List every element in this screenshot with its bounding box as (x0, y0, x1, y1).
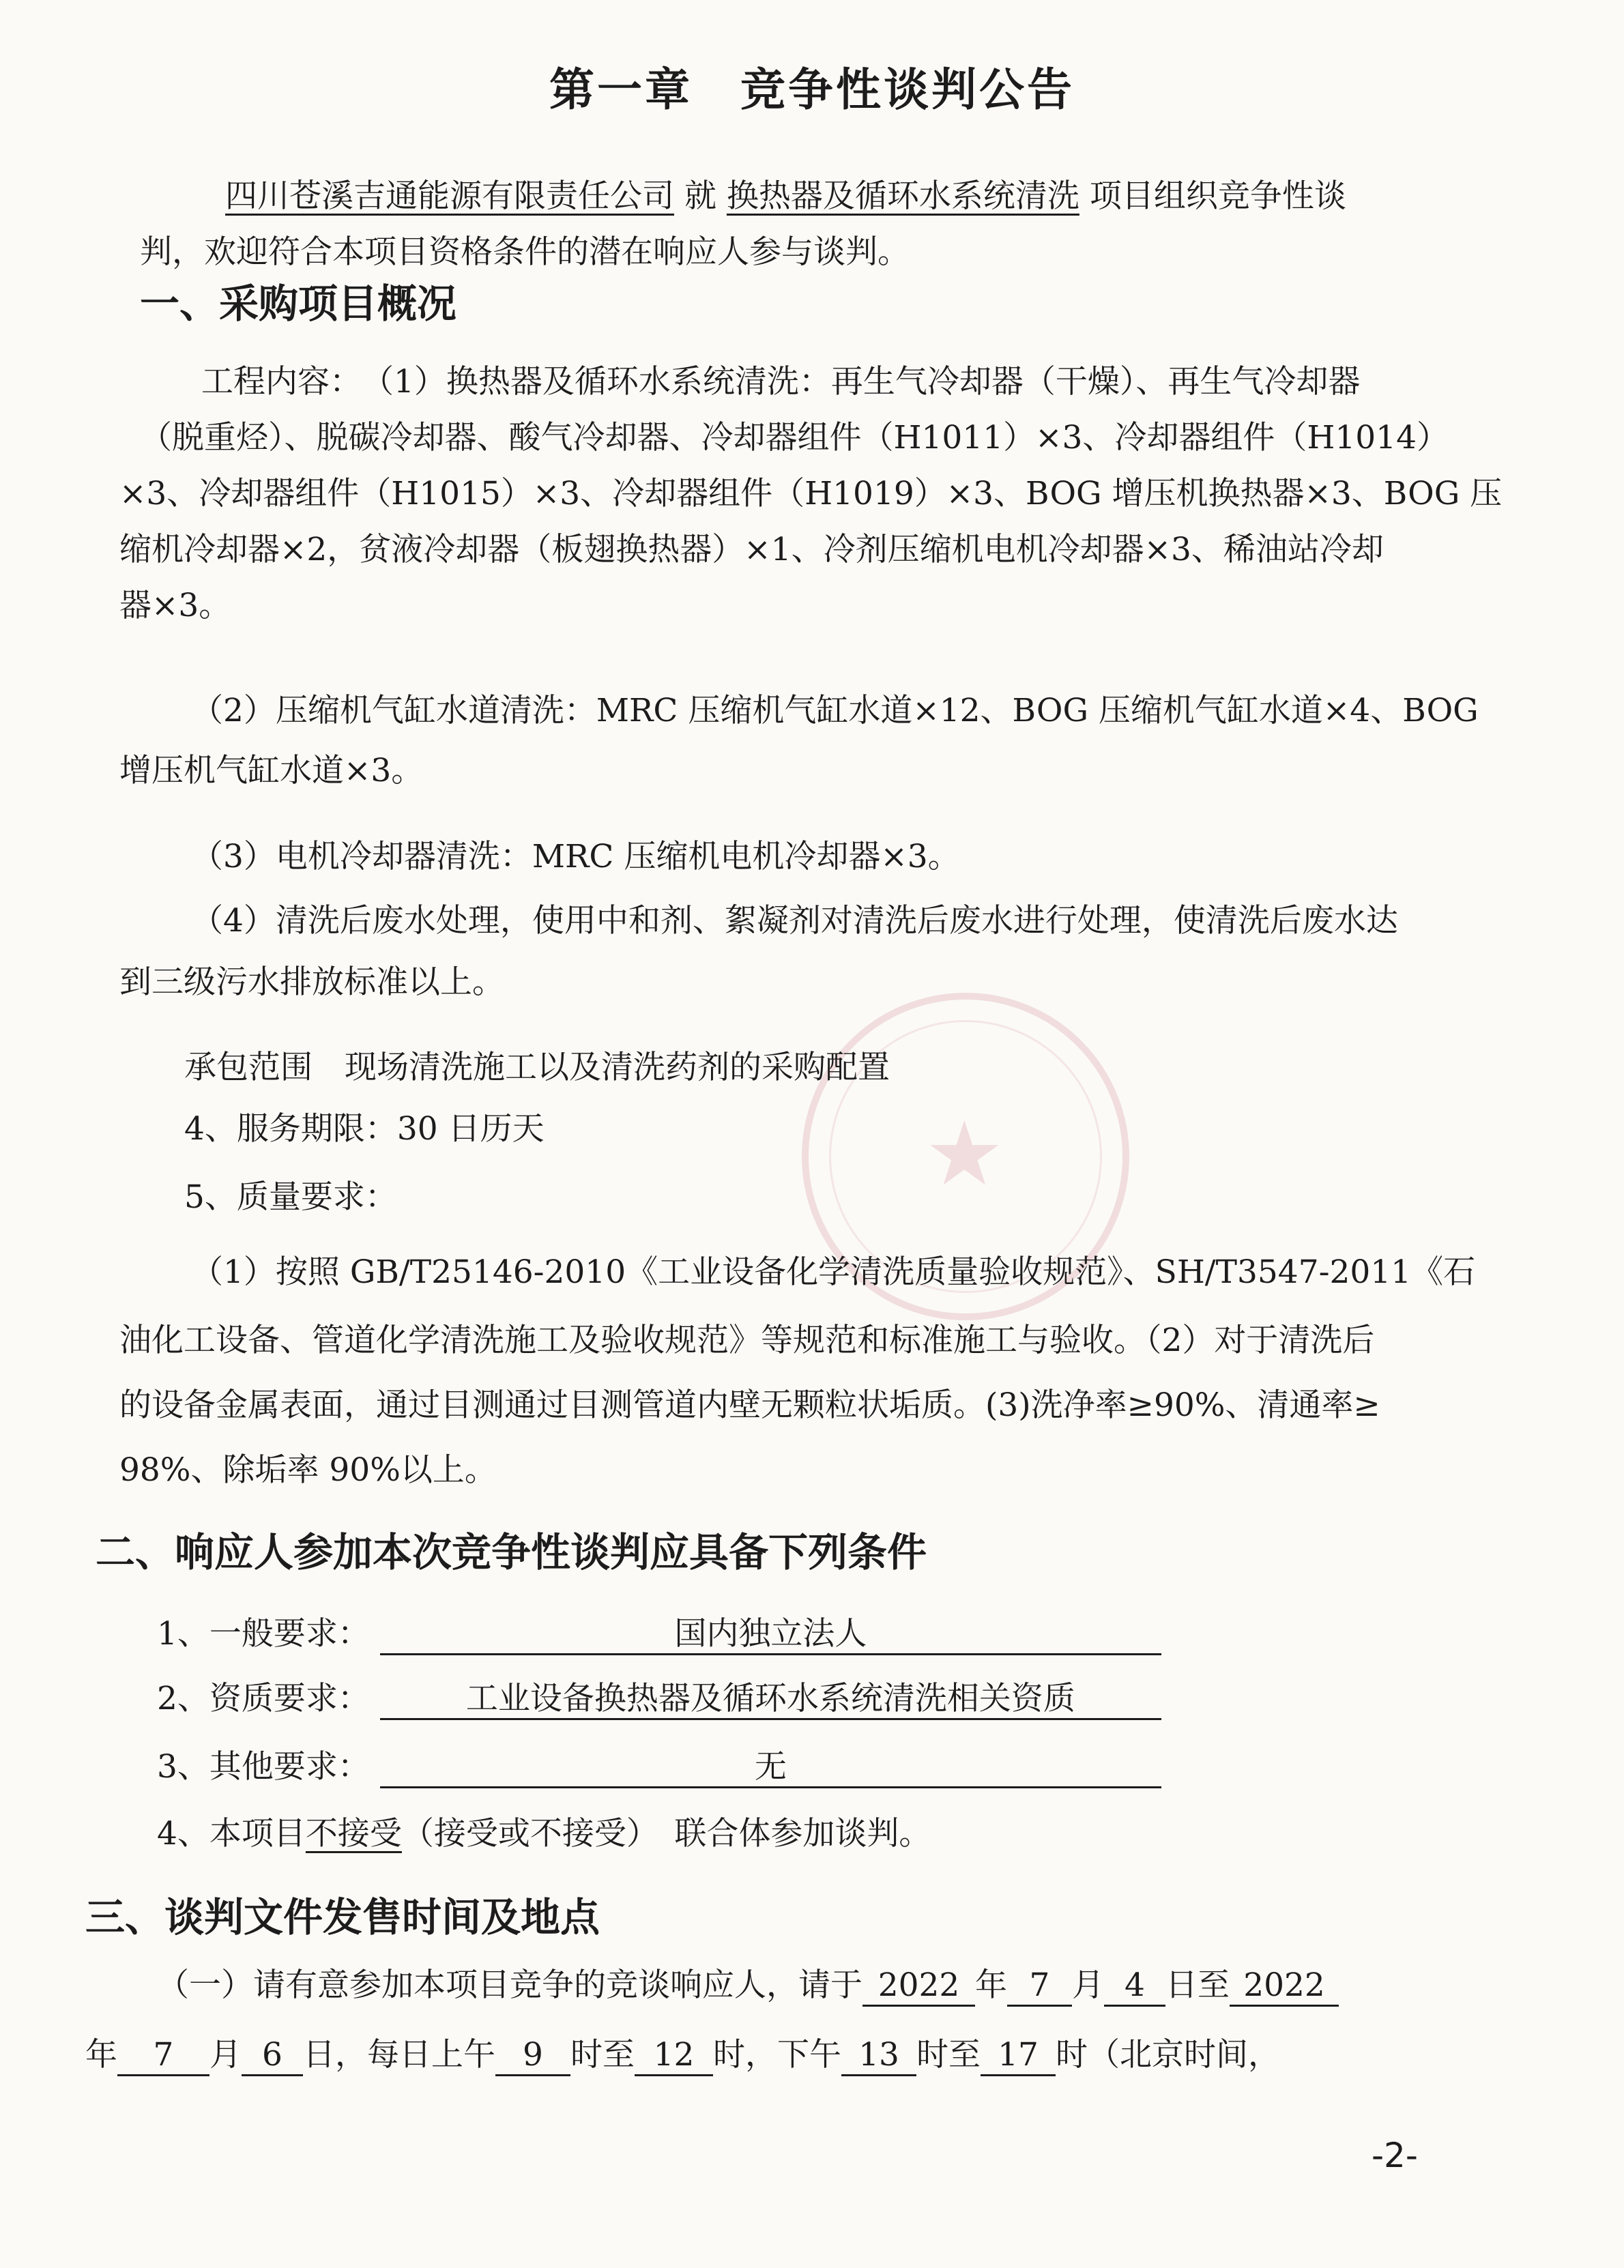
day-to: 日至 (1165, 1966, 1230, 2004)
year-char-2: 年 (85, 2036, 117, 2074)
req-2-label: 2、资质要求： (157, 1680, 370, 1717)
seal-star-icon: ★ (925, 1102, 1004, 1206)
req-4 (157, 1814, 931, 1855)
req-1-value: 国内独立法人 (380, 1615, 1161, 1655)
am-end: 12 (635, 2036, 713, 2076)
item4-line-2: 到三级污水排放标准以上。 (119, 963, 504, 1001)
pm-start: 13 (841, 2036, 916, 2076)
item2-line-2: 增压机气缸水道×3。 (119, 752, 424, 789)
daily-am: 日，每日上午 (303, 2036, 495, 2074)
quality-line-4: 98%、除垢率 90%以上。 (119, 1451, 497, 1489)
chapter-number: 第一章 (549, 63, 693, 116)
content-line-5: 器×3。 (119, 587, 231, 624)
year-char-1: 年 (975, 1966, 1007, 2004)
quality-label: 5、质量要求： (184, 1178, 397, 1216)
to-char-2: 时至 (916, 2036, 981, 2074)
item3-line: （3）电机冷却器清洗：MRC 压缩机电机冷却器×3。 (191, 838, 960, 875)
end-day: 6 (242, 2036, 303, 2076)
page-number: -2- (1372, 2136, 1418, 2175)
end-year: 2022 (1230, 1966, 1339, 2007)
start-day: 4 (1104, 1966, 1165, 2007)
intro-line-2: 判，欢迎符合本项目资格条件的潜在响应人参与谈判。 (140, 233, 910, 271)
sale-line-2 (85, 2035, 1280, 2076)
section-2-heading: 二、响应人参加本次竞争性谈判应具备下列条件 (96, 1529, 927, 1575)
month-char-1: 月 (1072, 1966, 1104, 2004)
section-1-heading: 一、采购项目概况 (140, 280, 457, 327)
beijing-time: 时（北京时间， (1056, 2036, 1280, 2074)
content-line-2: （脱重烃）、脱碳冷却器、酸气冷却器、冷却器组件（H1011）×3、冷却器组件（H1014） (140, 419, 1449, 456)
req-4-value: 不接受 (305, 1815, 402, 1852)
req-4-post: （接受或不接受） 联合体参加谈判。 (401, 1815, 931, 1852)
content-line-4: 缩机冷却器×2，贫液冷却器（板翅换热器）×1、冷剂压缩机电机冷却器×3、稀油站冷却 (119, 531, 1384, 568)
req-3-label: 3、其他要求： (157, 1748, 370, 1786)
item4-line-1: （4）清洗后废水处理，使用中和剂、絮凝剂对清洗后废水进行处理，使清洗后废水达 (191, 902, 1398, 940)
content-line-3: ×3、冷却器组件（H1015）×3、冷却器组件（H1019）×3、BOG 增压机换热器×3、BOG 压 (119, 475, 1503, 512)
quality-line-2: 油化工设备、管道化学清洗施工及验收规范》等规范和标准施工与验收。（2）对于清洗后 (119, 1322, 1375, 1359)
sale-line-1 (157, 1965, 1339, 2007)
intro-jiu: 就 (684, 177, 716, 215)
intro-line-1 (225, 176, 1346, 217)
start-month: 7 (1007, 1966, 1072, 2007)
sale-intro: （一）请有意参加本项目竞争的竞谈响应人，请于 (157, 1966, 862, 2004)
req-3-value: 无 (380, 1748, 1161, 1788)
content-line-1: 工程内容： （1）换热器及循环水系统清洗：再生气冷却器（干燥）、再生气冷却器 (201, 363, 1361, 401)
project-name: 换热器及循环水系统清洗 (726, 177, 1079, 215)
intro-rest: 项目组织竞争性谈 (1089, 177, 1346, 215)
end-month: 7 (117, 2036, 209, 2076)
req-1-label: 1、一般要求： (157, 1615, 370, 1653)
start-year: 2022 (862, 1966, 975, 2007)
pm-end: 17 (981, 2036, 1056, 2076)
am-start: 9 (495, 2036, 570, 2076)
period-line: 4、服务期限：30 日历天 (184, 1110, 545, 1148)
quality-line-1: （1）按照 GB/T25146-2010《工业设备化学清洗质量验收规范》、SH/T3547-2011《石 (191, 1253, 1476, 1291)
req-4-pre: 4、本项目 (157, 1815, 306, 1852)
req-2 (157, 1678, 1161, 1720)
daily-pm: 时，下午 (713, 2036, 841, 2074)
to-char-1: 时至 (570, 2036, 635, 2074)
scope-line: 承包范围 现场清洗施工以及清洗药剂的采购配置 (184, 1049, 890, 1086)
company-name: 四川苍溪吉通能源有限责任公司 (225, 177, 674, 215)
req-1 (157, 1614, 1161, 1655)
chapter-title (0, 53, 1624, 118)
quality-line-3: 的设备金属表面，通过目测通过目测管道内壁无颗粒状垢质。(3)洗净率≥90%、清通率≥ (119, 1386, 1380, 1424)
section-3-heading: 三、谈判文件发售时间及地点 (85, 1894, 600, 1940)
chapter-name: 竞争性谈判公告 (740, 63, 1075, 116)
req-2-value: 工业设备换热器及循环水系统清洗相关资质 (380, 1680, 1161, 1720)
item2-line-1: （2）压缩机气缸水道清洗：MRC 压缩机气缸水道×12、BOG 压缩机气缸水道×4、BOG (191, 692, 1479, 729)
req-3 (157, 1747, 1161, 1788)
month-char-2: 月 (209, 2036, 242, 2074)
